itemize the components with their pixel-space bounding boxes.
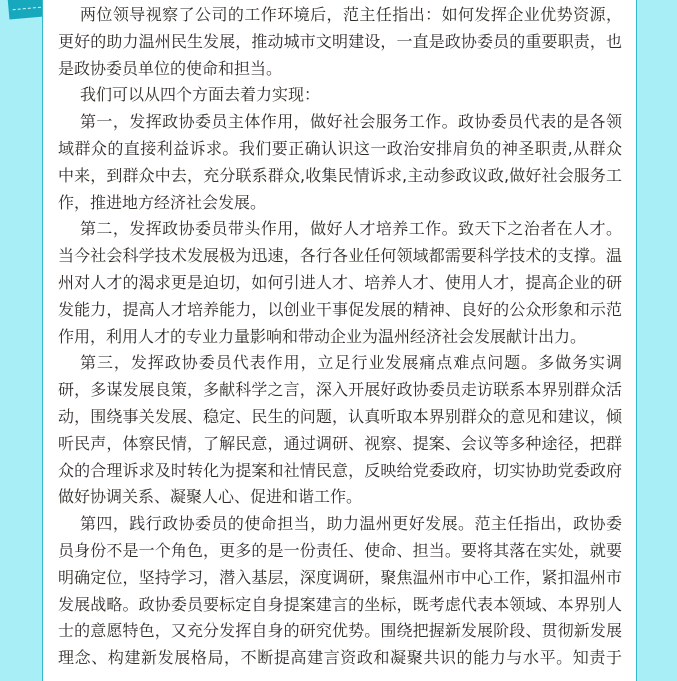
paragraph-line: 研，多谋发展良策，多献科学之言，深入开展好政协委员走访联系本界别群众活 <box>58 380 622 400</box>
paragraph-line: 动，围绕事关发展、稳定、民生的问题，认真听取本界别群众的意见和建议，倾 <box>58 406 622 426</box>
paragraph-line: 士的意愿特色，又充分发挥自身的研究优势。围绕把握新发展阶段、贯彻新发展 <box>58 621 622 641</box>
paragraph <box>58 109 622 216</box>
paragraph <box>58 511 622 672</box>
paragraph-line: 听民声，体察民情，了解民意，通过调研、视察、提案、会议等多种途径，把群 <box>58 433 622 453</box>
paragraph-line: 是政协委员单位的使命和担当。 <box>58 58 283 78</box>
article-panel <box>42 0 637 681</box>
paragraph-line: 州对人才的渴求更是迫切，如何引进人才、培养人才、使用人才，提高企业的研 <box>58 272 622 292</box>
paragraph-line: 发能力，提高人才培养能力，以创业干事促发展的精神、良好的公众形象和示范 <box>58 299 622 319</box>
paragraph-line: 更好的助力温州民生发展，推动城市文明建设，一直是政协委员的重要职责，也 <box>58 31 622 51</box>
paragraph-line: 我们可以从四个方面去着力实现： <box>80 85 321 105</box>
article-body <box>58 2 622 672</box>
paragraph <box>58 2 622 82</box>
paragraph-line: 两位领导视察了公司的工作环境后，范主任指出：如何发挥企业优势资源， <box>80 5 622 24</box>
paragraph <box>58 82 622 109</box>
paragraph-line: 第三，发挥政协委员代表作用，立足行业发展痛点难点问题。多做务实调 <box>80 353 622 373</box>
paragraph-line: 员身份不是一个角色，更多的是一份责任、使命、担当。要将其落在实处，就要 <box>58 540 622 560</box>
paragraph-line: 理念、构建新发展格局，不断提高建言资政和凝聚共识的能力与水平。知责于 <box>58 648 622 668</box>
paragraph-line: 作，推进地方经济社会发展。 <box>58 192 267 212</box>
paragraph <box>58 350 622 511</box>
paragraph-line: 发展战略。政协委员要标定自身提案建言的坐标，既考虑代表本领域、本界别人 <box>58 594 622 614</box>
paragraph <box>58 216 622 350</box>
paragraph-line: 作用，利用人才的专业力量影响和带动企业为温州经济社会发展献计出力。 <box>58 326 587 346</box>
paragraph-line: 第一，发挥政协委员主体作用，做好社会服务工作。政协委员代表的是各领 <box>80 112 622 132</box>
paragraph-line: 明确定位，坚持学习，潜入基层，深度调研，聚焦温州市中心工作，紧扣温州市 <box>58 567 622 587</box>
paragraph-line: 第二，发挥政协委员带头作用，做好人才培养工作。致天下之治者在人才。 <box>80 219 622 239</box>
paragraph-line: 做好协调关系、凝聚人心、促进和谐工作。 <box>58 487 363 507</box>
paragraph-line: 当今社会科学技术发展极为迅速，各行各业任何领域都需要科学技术的支撑。温 <box>58 246 622 266</box>
paragraph-line: 域群众的直接利益诉求。我们要正确认识这一政治安排肩负的神圣职责,从群众 <box>58 138 622 158</box>
paragraph-line: 众的合理诉求及时转化为提案和社情民意，反映给党委政府，切实协助党委政府 <box>58 460 622 480</box>
paragraph-line: 中来，到群众中去，充分联系群众,收集民情诉求,主动参政议政,做好社会服务工 <box>58 165 622 185</box>
paragraph-line: 第四，践行政协委员的使命担当，助力温州更好发展。范主任指出，政协委 <box>80 514 622 534</box>
